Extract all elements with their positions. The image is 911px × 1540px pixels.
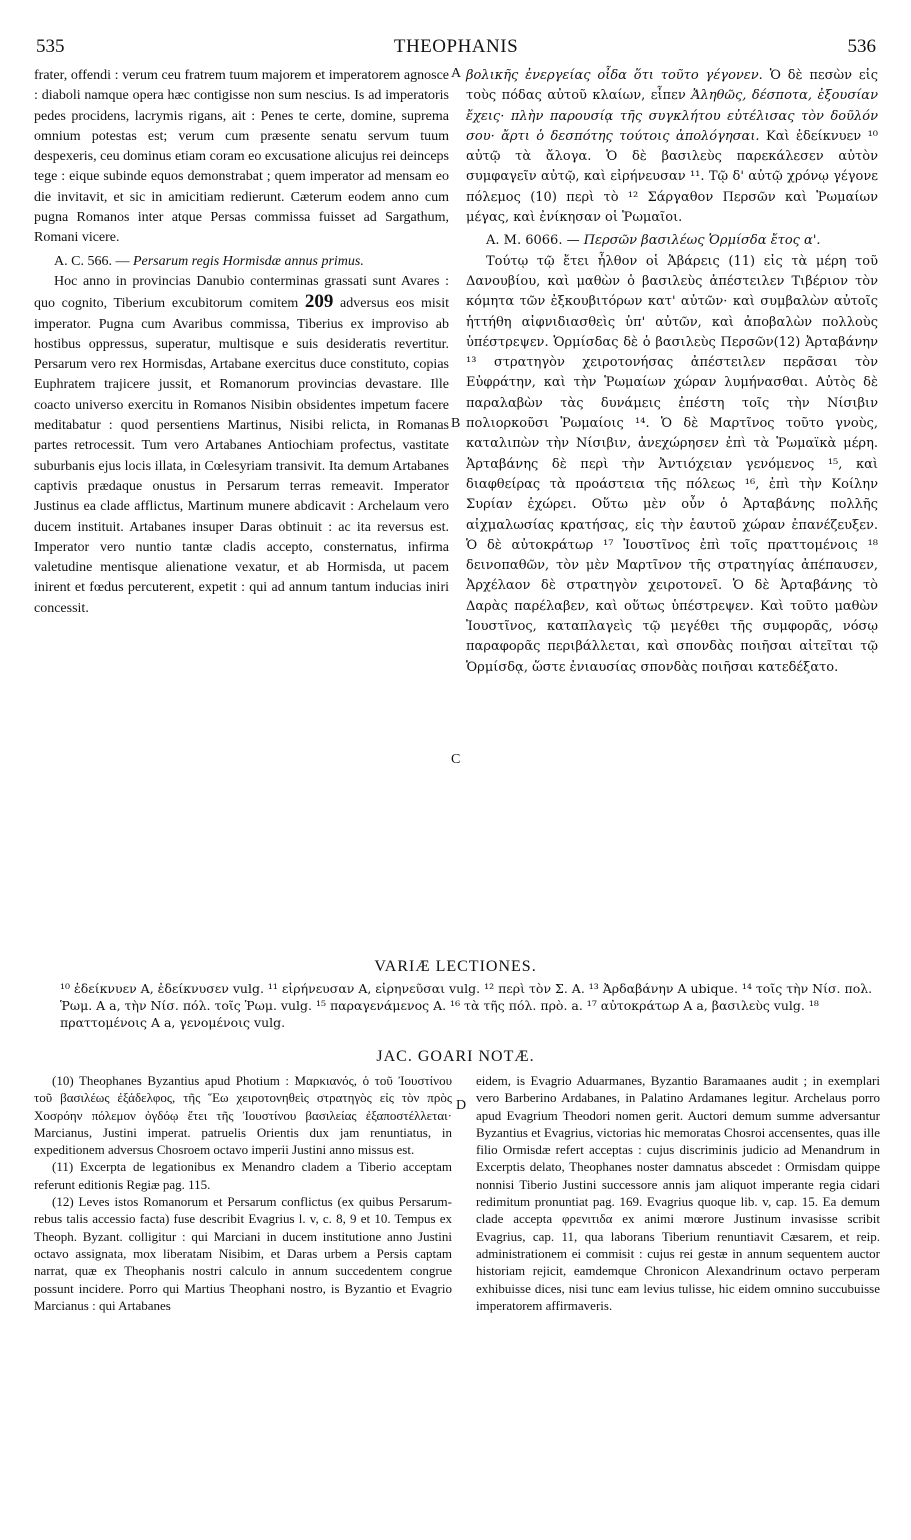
notes-right-column bbox=[476, 1072, 880, 1314]
variae-lectiones-title: VARIÆ LECTIONES. bbox=[374, 958, 537, 975]
margin-letter-a: A bbox=[451, 66, 462, 81]
greek-reign: Περσῶν βασιλέως Ὁρμίσδα ἔτος α'. bbox=[583, 233, 821, 249]
greek-paragraph-1 bbox=[466, 66, 878, 228]
latin-paragraph-1: frater, offendi : verum ceu fratrem tuum majorem et imperatorem agnosce : diaboli namque opera hæc contigisse non sum nescius. Is ad imperatoris pedes procidens, lacrymis rigans, ait : Penes te certe, domine, suprema omnium potestas est; verum cum præsente senatu servum tuum despexeris, ceu dominus etiam coram eo excusatione alicujus rei deinceps tege : eique subinde equos demonstrabat ; quem imperator ad mensam eo die invitavit, et sic in amicitiam redierunt. Cæterum eodem anno cum pugna Romanos inter atque Persas commissa fuisset ad Sargathum, Romani vicere. bbox=[34, 68, 449, 246]
note-12: (12) Leves istos Romanorum et Persarum conflictus (ex quibus Persarum-rebus talis accessio facta) fuse describit Evagrius l. v, c. 8, 9 et 10. Tempus ex Theoph. Byzant. colligitur : qui Marciani in ducem institutione anno Justini octavo assignata, mox liberatam Nisibim, et Daras urbem a Persis captam narrat, quæ ex Theophanis nostri calculo in annum succedentem congrue possunt incidere. Porro qui Martius Theophani nostro, is Byzantio et Evagrio Marcianus : qui Artabanes bbox=[34, 1194, 452, 1313]
note-12-continued: eidem, is Evagrio Aduarmanes, Byzantio Baramaanes audit ; in exemplari vero Barberino Ardabanes, in Palatino Ardamanes legitur. Archelaus porro apud Evagrium Theodori nomen gerit. Auctori demum summe adversantur Byzantius et Evagrius, victorias hic memoratas Chosroi accensentes, quas ille filio Ormisdæ refert acceptas : cujus discriminis judicio ad Menandrum in Excerptis delato, Theophanes noster damnatus abscedet : Ormisdam quippe nonnisi Tiberio Justini successore annis jam aliquot imperante regia cidari redimitum pronuntiat pag. 169. Evagrius quoque lib. v, cap. 15. Ea demum clade accepta φρενιτιδα ex animi mœrore Justinum invasisse scribit Evagrius, cap. 11, qua laborans Tiberium renuntiavit Cæsarem, et reip. administrationem ei commisit : cujus rei gestæ in annum sequentem auctor historiam rejicit, eamdemque Chronicon Alexandrinum octavo perperam exhibuisse dices, nisi tunc eam levius tulisse, hic eidem omnino succubuisse imperatorem affirmaveris. bbox=[476, 1073, 880, 1313]
greek-p1-b: Ὁ δὲ πεσὼν εἰς τοὺς πόδας αὐτοῦ κλαίων, εἶπεν bbox=[466, 68, 879, 104]
note-11: (11) Excerpta de legationibus ex Menandro cladem a Tiberio acceptam referunt editionis Regiæ pag. 115. bbox=[34, 1159, 452, 1192]
latin-p2-start: Hoc anno in provincias Danubio conterminas grassati sunt Avares : quo cognito, Tiberium excubitorum comitem bbox=[34, 273, 449, 312]
page-number-left: 535 bbox=[36, 36, 65, 57]
greek-paragraph-2: Τούτῳ τῷ ἔτει ἦλθον οἱ Ἀβάρεις (11) εἰς τὰ μέρη τοῦ Δανουβίου, καὶ μαθὼν ὁ βασιλεὺς ἀπέστειλεν Τιβέριον τὸν κόμητα τῶν ἐξκουβιτόρων κατ' αὐτῶν· καὶ συμβαλὼν αὐτοῖς ἡττήθη αἰφνιδιασθεὶς ὑπ' αὐτῶν, καὶ ἀποβαλὼν πολλοὺς ὑπέστρεψεν. Ὁρμίσδας δὲ ὁ βασιλεὺς Περσῶν(12) Ἀρταβάνην ¹³ στρατηγὸν χειροτονήσας ἀπέστειλεν περᾶσαι τὸν Εὐφράτην, καὶ τὴν Ῥωμαίων χώραν λυμήνασθαι. Αὐτὸς δὲ παραλαβὼν τὰς δυνάμεις ἐπέστη τοῖς τὴν Νίσιβιν πολιορκοῦσι Ῥωμαίοις ¹⁴. Ὁ δὲ Μαρτῖνος τοῦτο γνοὺς, καταλιπὼν τὴν Νίσιβιν, ἀνεχώρησεν ἐπὶ τὰ Ῥωμαϊκὰ μέρη. Ἀρταβάνης δὲ περὶ τὴν Ἀντιόχειαν γενόμενος ¹⁵, καὶ διαφθείρας τὰ προάστεια τῆς πόλεως ¹⁶, ἐπὶ τὴν Κοίλην Συρίαν ἐχώρει. Οὕτω μὲν οὖν ὁ Ἀρταβάνης πολλῆς αἰχμαλωσίας κρατήσας, εἰς τὴν ἑαυτοῦ χώραν ἐπανέζευξεν. Ὁ δὲ αὐτοκράτωρ ¹⁷ Ἰουστῖνος ἐπὶ τοῖς πραττομένοις ¹⁸ δεινοπαθῶν, τὸν μὲν Μαρτῖνον τῆς στρατηγίας ἀπέπαυσεν, Ἀρχέλαον δὲ στρατηγὸν χειροτονεῖ. Ὁ δὲ Ἀρταβάνης τὸ Δαρὰς παρέλαβεν, καὶ οὕτως ὑπέστρεψεν. Καὶ τοῦτο μαθὼν Ἰουστῖνος, καταπλαγεὶς τῷ μεγέθει τῆς συμφορᾶς, νόσῳ παραφορᾶς περιβάλλεται, καὶ σπονδὰς ποιῆσαι αἰτεῖται τῷ Ὁρμίσδᾳ, ὥστε ἐνιαυσίας σπονδὰς ποιῆσαι κατεδέξατο. bbox=[466, 253, 878, 675]
latin-paragraph-2 bbox=[34, 272, 449, 619]
note-10: (10) Theophanes Byzantius apud Photium : Μαρκιανός, ὁ τοῦ Ἰουστίνου τοῦ βασιλέως ἐξάδελφος, τῆς Ἕω χειροτονηθεὶς στρατηγὸς εἰς τὸν πρὸς Χοσρόην πόλεμον ὀγδόῳ ἔτει τῆς Ἰουστίνου βασιλείας ἐξαποστέλλεται· Marcianus, Justini imperat. patruelis Orientis dux jam renuntiatus, in expeditionem adversus Chosroem octavo imperii Justini anno missus est. bbox=[34, 1073, 452, 1158]
page-number-right: 536 bbox=[847, 36, 876, 57]
margin-letter-c: C bbox=[451, 752, 461, 767]
greek-p1-d: Καὶ ἐδείκνυεν ¹⁰ αὐτῷ τὰ ἄλογα. Ὁ δὲ βασιλεὺς παρεκάλεσεν αὐτὸν συμφαγεῖν αὐτῷ, καὶ εἰρήνευσαν ¹¹. Τῷ δ' αὐτῷ χρόνῳ γέγονε πόλεμος (10) περὶ τὸ ¹² Σάργαθον Περσῶν καὶ Ῥωμαίων μέγας, καὶ ἐνίκησαν οἱ Ῥωμαῖοι. bbox=[466, 128, 878, 226]
running-title: THEOPHANIS bbox=[393, 36, 519, 57]
variae-lectiones-text: ¹⁰ ἐδείκνυεν A, ἐδείκνυσεν vulg. ¹¹ εἰρήνευσαν A, εἰρηνεῦσαι vulg. ¹² περὶ τὸν Σ. A. ¹³ Ἀρδαβάνην A ubique. ¹⁴ τοῖς τὴν Νίσ. πολ. Ῥωμ. A a, τὴν Νίσ. πόλ. τοῖς Ῥωμ. vulg. ¹⁵ παραγενάμενος A. ¹⁶ τὰ τῆς πόλ. πρὸ. a. ¹⁷ αὐτοκράτωρ A a, βασιλεὺς vulg. ¹⁸ πραττομένοις A a, γενομένοις vulg. bbox=[60, 981, 873, 1030]
margin-letter-b: B bbox=[451, 416, 461, 431]
marginal-page-number: 209 bbox=[304, 291, 334, 313]
page-header bbox=[36, 36, 876, 60]
greek-year: A. M. 6066. — bbox=[486, 233, 584, 249]
latin-p2-rest: adversus eos misit imperator. Pugna cum Avaribus commissa, Tiberius ex improviso ab hostibus oppressus, superatur, multisque e suis desideratis revertitur. Persarum vero rex Hormisdas, Artabane exercitus duce constituto, copias Euphratem trajicere jussit, et Romanorum provincias devastare. Ille coacto universo exercitu in Romanos Nisibin obsidentes impetum facere meditabatur : quod persentiens Martinus, Nisibi relicta, in Romanas partes retrocessit. Tum vero Artabanes Antiochiam profectus, vastitate suburbanis ejus locis illata, in Cœlesyriam transivit. Ita demum Artabanes captivis prædaque onustus in Persarum terras remeavit. Imperator Justinus ea clade afflictus, Martinum munere abdicavit : Archelaum vero ducem instituit. Artabanes insuper Daras obtinuit : ac ita reversus est. Imperator vero nuntio tantæ cladis accepto, consternatus, infirma valetudine mentisque alienatione vexatur, et ab Hormisda, ut pacem inirent et fœdus percuterent, expetit : qui ad annum tantum inducias iniri concessit. bbox=[34, 296, 449, 616]
notes-left-column bbox=[34, 1072, 452, 1314]
greek-p1-speech: Ἀληθῶς, δέσποτα, ἐξουσίαν ἔχεις· πλὴν παρουσίᾳ τῆς συγκλήτου εὐτέλισας τὸν δοῦλόν σου· ἄρτι ὁ δεσπότης τούτοις ἀπολόγησαι. bbox=[466, 88, 878, 144]
greek-year-heading bbox=[466, 231, 878, 251]
margin-letter-d: D bbox=[456, 1098, 467, 1113]
notae-title: JAC. GOARI NOTÆ. bbox=[376, 1048, 535, 1065]
greek-p1-a: βολικῆς ἐνεργείας οἶδα ὅτι τοῦτο γέγονεν. bbox=[466, 68, 770, 83]
latin-year: A. C. 566. — bbox=[54, 253, 133, 269]
latin-reign: Persarum regis Hormisdæ annus primus. bbox=[132, 253, 364, 269]
latin-column bbox=[34, 66, 449, 619]
greek-column bbox=[466, 66, 878, 678]
latin-year-heading bbox=[34, 252, 449, 272]
